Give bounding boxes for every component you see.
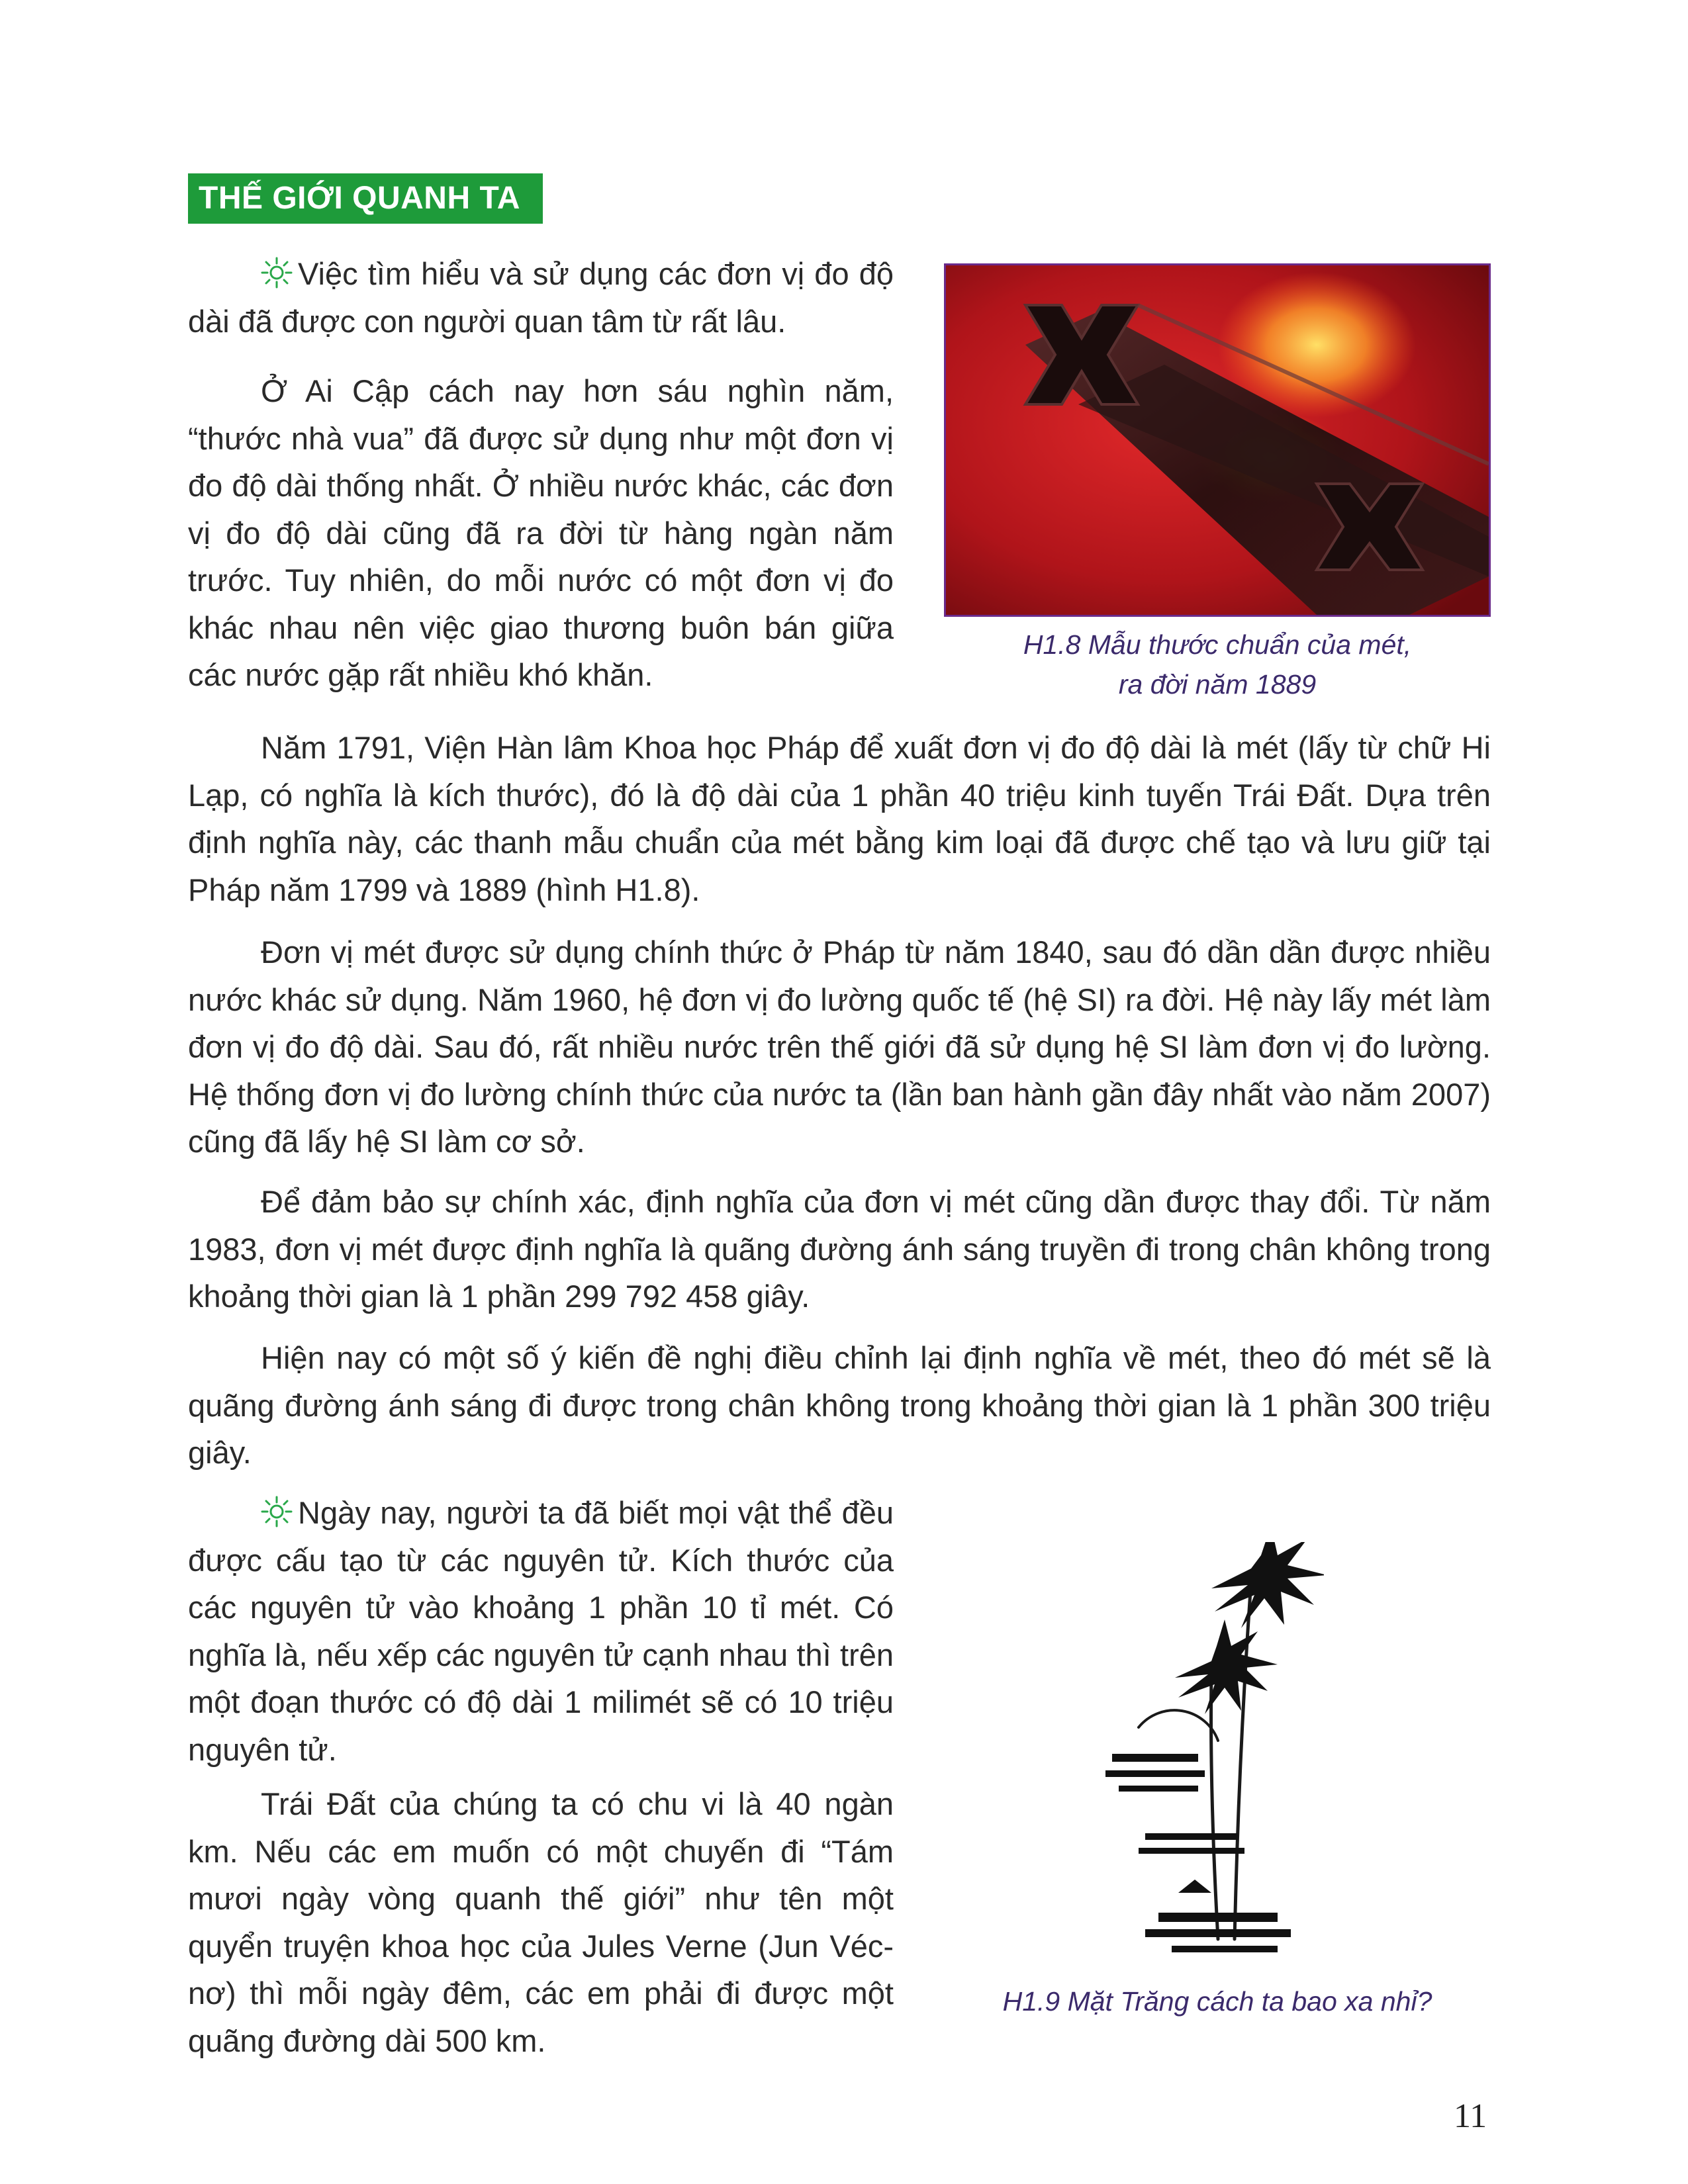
meter-bar-illustration bbox=[946, 265, 1489, 615]
caption-h18-line2: ra đời năm 1889 bbox=[1118, 669, 1317, 700]
paragraph-si-system: Đơn vị mét được sử dụng chính thức ở Pháp từ năm 1840, sau đó dần dần được nhiều nước khác sử dụng. Năm 1960, hệ đơn vị đo lường quốc tế (hệ SI) ra đời. Hệ này lấy mét làm đơn vị đo độ dài. Sau đó, rất nhiều nước trên thế giới đã sử dụng hệ SI làm đơn vị đo lường. Hệ thống đơn vị đo lường chính thức của nước ta (lần ban hành gần đây nhất vào năm 2007) cũng đã lấy hệ SI làm cơ sở. bbox=[188, 934, 1491, 1159]
paragraph-intro-text: Việc tìm hiểu và sử dụng các đơn vị đo độ dài đã được con người quan tâm từ rất lâu. bbox=[188, 256, 894, 339]
paragraph-egypt: Ở Ai Cập cách nay hơn sáu nghìn năm, “thước nhà vua” đã được sử dụng như một đơn vị đo độ dài thống nhất. Ở nhiều nước khác, các đơn vị đo độ dài cũng đã ra đời từ hàng ngàn năm trước. Tuy nhiên, do mỗi nước có một đơn vị đo khác nhau nên việc giao thương buôn bán giữa các nước gặp rất nhiều khó khăn. bbox=[188, 373, 894, 692]
paragraph-atoms-text: Ngày nay, người ta đã biết mọi vật thể đều được cấu tạo từ các nguyên tử. Kích thước của các nguyên tử vào khoảng 1 phần 10 tỉ mét. Có nghĩa là, nếu xếp các nguyên tử cạnh nhau thì trên một đoạn thước có độ dài 1 milimét sẽ có 10 triệu nguyên tử. bbox=[188, 1495, 894, 1767]
sun-icon-2 bbox=[261, 1496, 293, 1527]
figure-caption-h19: H1.9 Mặt Trăng cách ta bao xa nhỉ? bbox=[1002, 1986, 1432, 2017]
page-number: 11 bbox=[1454, 2097, 1487, 2135]
paragraph-1791: Năm 1791, Viện Hàn lâm Khoa học Pháp để xuất đơn vị đo độ dài là mét (lấy từ chữ Hi Lạp, có nghĩa là kích thước), đó là độ dài của 1 phần 40 triệu kinh tuyến Trái Đất. Dựa trên định nghĩa này, các thanh mẫu chuẩn của mét bằng kim loại đã được chế tạo và lưu giữ tại Pháp năm 1799 và 1889 (hình H1.8). bbox=[188, 730, 1491, 907]
paragraph-1983: Để đảm bảo sự chính xác, định nghĩa của đơn vị mét cũng dần được thay đổi. Từ năm 1983, đơn vị mét được định nghĩa là quãng đường ánh sáng truyền đi trong chân không trong khoảng thời gian là 1 phần 299 792 458 giây. bbox=[188, 1184, 1491, 1314]
paragraph-atoms bbox=[188, 1489, 894, 1773]
paragraph-intro bbox=[188, 250, 894, 345]
caption-h18-line1: H1.8 Mẫu thước chuẩn của mét, bbox=[1023, 629, 1412, 660]
moon-palm-sketch bbox=[1099, 1542, 1324, 1966]
figure-caption-h18 bbox=[944, 625, 1491, 704]
section-label: THẾ GIỚI QUANH TA bbox=[188, 173, 543, 224]
sun-icon bbox=[261, 257, 293, 289]
paragraph-proposal: Hiện nay có một số ý kiến đề nghị điều chỉnh lại định nghĩa về mét, theo đó mét sẽ là quãng đường ánh sáng đi được trong chân không trong khoảng thời gian là 1 phần 300 triệu giây. bbox=[188, 1340, 1491, 1470]
figure-meter-prototype bbox=[944, 263, 1491, 617]
paragraph-earth-trip: Trái Đất của chúng ta có chu vi là 40 ngàn km. Nếu các em muốn có một chuyến đi “Tám mươi ngày vòng quanh thế giới” như tên một quyển truyện khoa học của Jules Verne (Jun Véc-nơ) thì mỗi ngày đêm, các em phải đi được một quãng đường dài 500 km. bbox=[188, 1786, 894, 2058]
